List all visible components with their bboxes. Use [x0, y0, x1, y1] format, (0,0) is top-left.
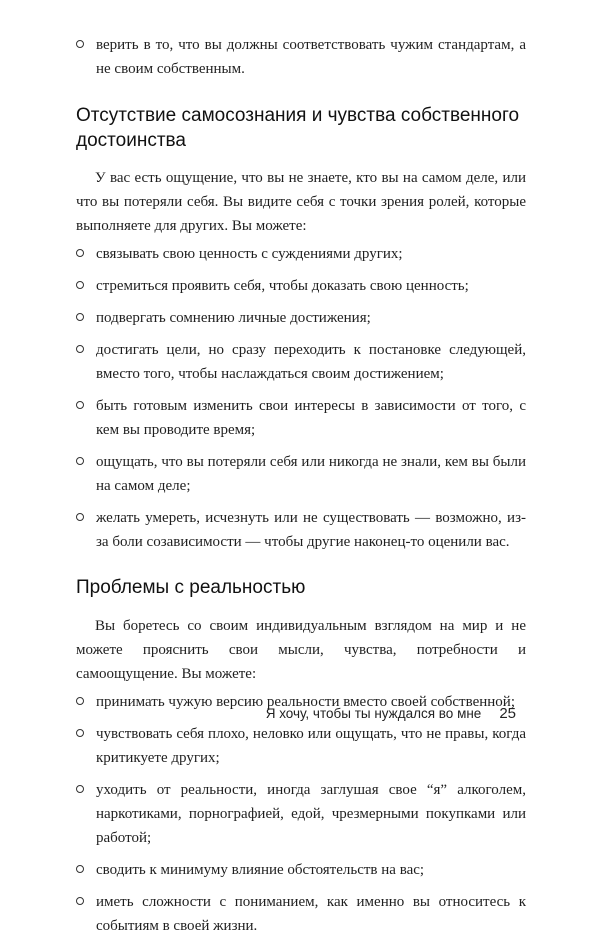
bullet-circle-icon — [76, 281, 84, 289]
bullet-circle-icon — [76, 865, 84, 873]
list-item-text: уходить от реальности, иногда заглушая свое “я” алкоголем, наркотиками, порнографией, едой, чрезмерными покупками или работой; — [96, 782, 526, 846]
bullet-circle-icon — [76, 249, 84, 257]
bullet-circle-icon — [76, 697, 84, 705]
running-title: Я хочу, чтобы ты нуждался во мне — [265, 706, 482, 721]
list-item-text: верить в то, что вы должны соответствовать чужим стандартам, а не своим собственным. — [96, 37, 526, 77]
bullet-circle-icon — [76, 345, 84, 353]
bullet-circle-icon — [76, 457, 84, 465]
list-item-text: желать умереть, исчезнуть или не существовать — возможно, из-за боли созависимости — чтобы другие наконец-то оценили вас. — [96, 510, 526, 550]
section-heading-reality: Проблемы с реальностью — [76, 577, 306, 598]
bullet-circle-icon — [76, 729, 84, 737]
list-item-text: чувствовать себя плохо, неловко или ощущать, что не правы, когда критикуете других; — [96, 726, 526, 766]
intro-bullet-list — [76, 33, 526, 81]
self-awareness-bullet-list — [76, 242, 526, 554]
bullet-circle-icon — [76, 513, 84, 521]
list-item-text: стремиться проявить себя, чтобы доказать свою ценность; — [96, 278, 469, 294]
list-item — [76, 506, 526, 554]
list-item-text: подвергать сомнению личные достижения; — [96, 310, 371, 326]
list-item — [76, 306, 526, 330]
bullet-circle-icon — [76, 897, 84, 905]
reality-bullet-list — [76, 690, 526, 938]
section-heading-self-awareness: Отсутствие самосознания и чувства собственного достоинства — [76, 105, 520, 151]
list-item — [76, 778, 526, 850]
list-item — [76, 394, 526, 442]
list-item-text: иметь сложности с пониманием, как именно вы относитесь к событиям в своей жизни. — [96, 894, 526, 934]
list-item — [76, 722, 526, 770]
list-item — [76, 338, 526, 386]
bullet-circle-icon — [76, 785, 84, 793]
list-item — [76, 33, 526, 81]
bullet-circle-icon — [76, 313, 84, 321]
page-number: 25 — [499, 705, 516, 722]
list-item-text: ощущать, что вы потеряли себя или никогда не знали, кем вы были на самом деле; — [96, 454, 526, 494]
list-item — [76, 274, 526, 298]
list-item-text: быть готовым изменить свои интересы в зависимости от того, с кем вы проводите время; — [96, 398, 526, 438]
list-item-text: принимать чужую версию реальности вместо своей собственной; — [96, 694, 515, 710]
list-item — [76, 890, 526, 938]
list-item-text: сводить к минимуму влияние обстоятельств на вас; — [96, 862, 425, 878]
bullet-circle-icon — [76, 40, 84, 48]
page-body — [76, 33, 526, 938]
list-item — [76, 450, 526, 498]
list-item-text: достигать цели, но сразу переходить к постановке следующей, вместо того, чтобы наслаждаться своим достижением; — [96, 342, 526, 382]
section-paragraph: У вас есть ощущение, что вы не знаете, кто вы на самом деле, или что вы потеряли себя. Вы видите себя с точки зрения ролей, которые выполняете для других. Вы можете: — [76, 170, 526, 234]
section-paragraph: Вы боретесь со своим индивидуальным взглядом на мир и не можете прояснить свои мысли, чувства, потребности и самоощущение. Вы можете: — [76, 618, 526, 682]
list-item — [76, 858, 526, 882]
bullet-circle-icon — [76, 401, 84, 409]
page-footer — [266, 705, 516, 722]
list-item-text: связывать свою ценность с суждениями других; — [96, 246, 403, 262]
list-item — [76, 242, 526, 266]
